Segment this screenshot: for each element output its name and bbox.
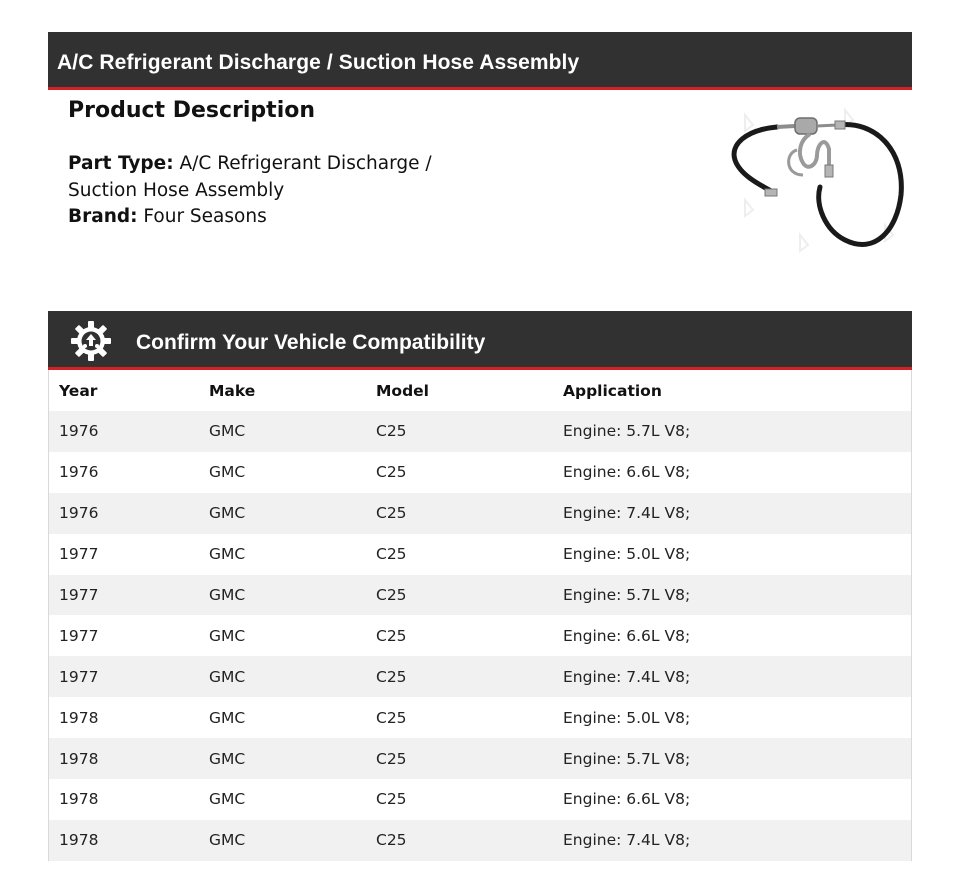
table-row [49,779,911,820]
product-title: A/C Refrigerant Discharge / Suction Hose Assembly [57,51,580,74]
cell-model: C25 [376,463,407,482]
cell-model: C25 [376,545,407,564]
cell-application: Engine: 5.7L V8; [553,738,911,779]
table-row [49,452,911,493]
cell-make: GMC [199,411,366,452]
cell-make: GMC [209,626,246,645]
hose-assembly-image [725,105,910,260]
cell-make: GMC [199,820,366,861]
cell-model: C25 [376,626,407,645]
cell-model: C25 [366,820,553,861]
table-row [49,615,911,656]
column-header-model: Model [376,381,429,400]
product-title-bar [48,32,912,90]
cell-application: Engine: 7.4L V8; [553,656,911,697]
cell-year: 1976 [59,463,99,482]
table-header-row [49,370,911,411]
table-row [49,656,911,697]
cell-year: 1978 [59,708,99,727]
cell-model: C25 [366,575,553,616]
cell-application: Engine: 5.7L V8; [553,411,911,452]
cell-model: C25 [366,656,553,697]
cell-model: C25 [376,790,407,809]
cell-model: C25 [366,738,553,779]
compatibility-title: Confirm Your Vehicle Compatibility [136,331,486,354]
table-row [49,697,911,738]
table-row [49,411,911,452]
table-row [49,493,911,534]
part-type-label: Part Type: [68,153,174,174]
cell-application: Engine: 6.6L V8; [563,626,691,645]
brand-label: Brand: [68,206,138,227]
cell-application: Engine: 6.6L V8; [563,463,691,482]
cell-year: 1976 [49,411,199,452]
cell-year: 1978 [59,790,99,809]
cell-year: 1977 [59,545,99,564]
cell-make: GMC [209,545,246,564]
cell-application: Engine: 5.7L V8; [553,575,911,616]
column-header-application: Application [563,381,662,400]
table-row [49,575,911,616]
cell-make: GMC [209,708,246,727]
cell-make: GMC [199,738,366,779]
cell-year: 1978 [49,820,199,861]
cell-make: GMC [199,493,366,534]
cell-application: Engine: 5.0L V8; [563,545,691,564]
cell-year: 1977 [49,575,199,616]
cell-model: C25 [376,708,407,727]
table-row [49,820,911,861]
cell-make: GMC [209,790,246,809]
cell-application: Engine: 7.4L V8; [553,493,911,534]
cell-model: C25 [366,493,553,534]
cell-make: GMC [199,656,366,697]
cell-application: Engine: 5.0L V8; [563,708,691,727]
description-body [68,151,448,231]
cell-application: Engine: 6.6L V8; [563,790,691,809]
table-row [49,534,911,575]
cell-year: 1978 [49,738,199,779]
cell-application: Engine: 7.4L V8; [553,820,911,861]
table-row [49,738,911,779]
cell-year: 1976 [49,493,199,534]
compatibility-table [49,370,911,861]
compatibility-header [48,311,912,370]
gear-icon [70,320,112,362]
brand-value: Four Seasons [143,206,267,227]
part-type-value: A/C Refrigerant Discharge / Suction Hose Assembly [68,153,432,201]
cell-year: 1977 [49,656,199,697]
compatibility-table-container [48,370,912,861]
cell-make: GMC [209,463,246,482]
column-header-year: Year [59,381,98,400]
cell-model: C25 [366,411,553,452]
cell-make: GMC [199,575,366,616]
column-header-make: Make [209,381,256,400]
cell-year: 1977 [59,626,99,645]
description-heading: Product Description [68,98,316,123]
